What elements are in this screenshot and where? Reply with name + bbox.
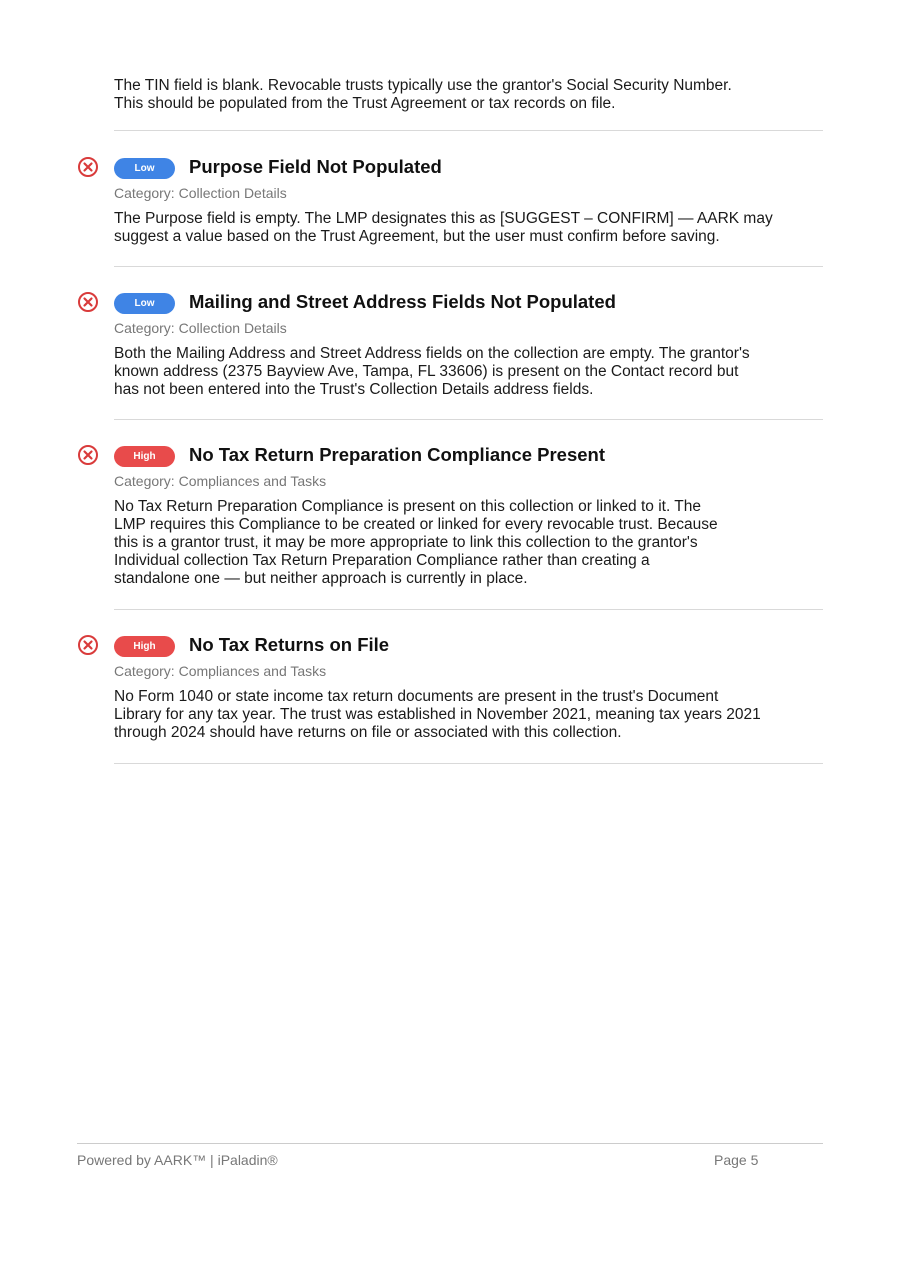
section-divider [114,763,823,764]
issue-header [114,443,605,467]
issue-header [114,155,442,179]
footer-powered-by: Powered by AARK™ | iPaladin® [77,1152,278,1168]
footer-divider [77,1143,823,1144]
severity-badge: Low [114,158,175,179]
severity-badge: High [114,636,175,657]
issue-title: No Tax Return Preparation Compliance Present [189,444,606,465]
error-circle-x-icon [77,291,99,313]
section-divider [114,130,823,131]
issue-header [114,290,616,314]
issue-header [114,633,389,657]
section-divider [114,266,823,267]
issue-category: Category: Compliances and Tasks [114,473,327,489]
issue-description: The Purpose field is empty. The LMP designates this as [SUGGEST – CONFIRM] — AARK may suggest a value based on the Trust Agreement, but the user must confirm before saving. [114,210,773,245]
severity-badge: High [114,446,175,467]
carryover-description: The TIN field is blank. Revocable trusts typically use the grantor's Social Security Number. This should be populated from the Trust Agreement or tax records on file. [114,77,732,112]
issue-category: Category: Collection Details [114,185,287,201]
issue-title: Purpose Field Not Populated [189,156,442,177]
page-number: Page 5 [714,1152,759,1168]
error-circle-x-icon [77,156,99,178]
issue-description: Both the Mailing Address and Street Address fields on the collection are empty. The grantor's known address (2375 Bayview Ave, Tampa, FL 33606) is present on the Contact record but has not been entered into the Trust's Collection Details address fields. [114,345,750,398]
section-divider [114,609,823,610]
issue-title: Mailing and Street Address Fields Not Populated [189,291,616,312]
issue-description: No Form 1040 or state income tax return documents are present in the trust's Document Library for any tax year. The trust was established in November 2021, meaning tax years 2021 through 2024 should have returns on file or associated with this collection. [114,688,761,741]
issue-category: Category: Collection Details [114,320,287,336]
carryover-section [114,77,823,113]
issue-title: No Tax Returns on File [189,634,390,655]
issue-category: Category: Compliances and Tasks [114,663,327,679]
section-divider [114,419,823,420]
error-circle-x-icon [77,444,99,466]
error-circle-x-icon [77,634,99,656]
severity-badge: Low [114,293,175,314]
issue-description: No Tax Return Preparation Compliance is present on this collection or linked to it. The LMP requires this Compliance to be created or linked for every revocable trust. Because this is a grantor trust, it may be more appropriate to link this collection to the grantor's Individual collection Tax Return Preparation Compliance rather than creating a standalone one — but neither approach is currently in place. [114,498,718,587]
